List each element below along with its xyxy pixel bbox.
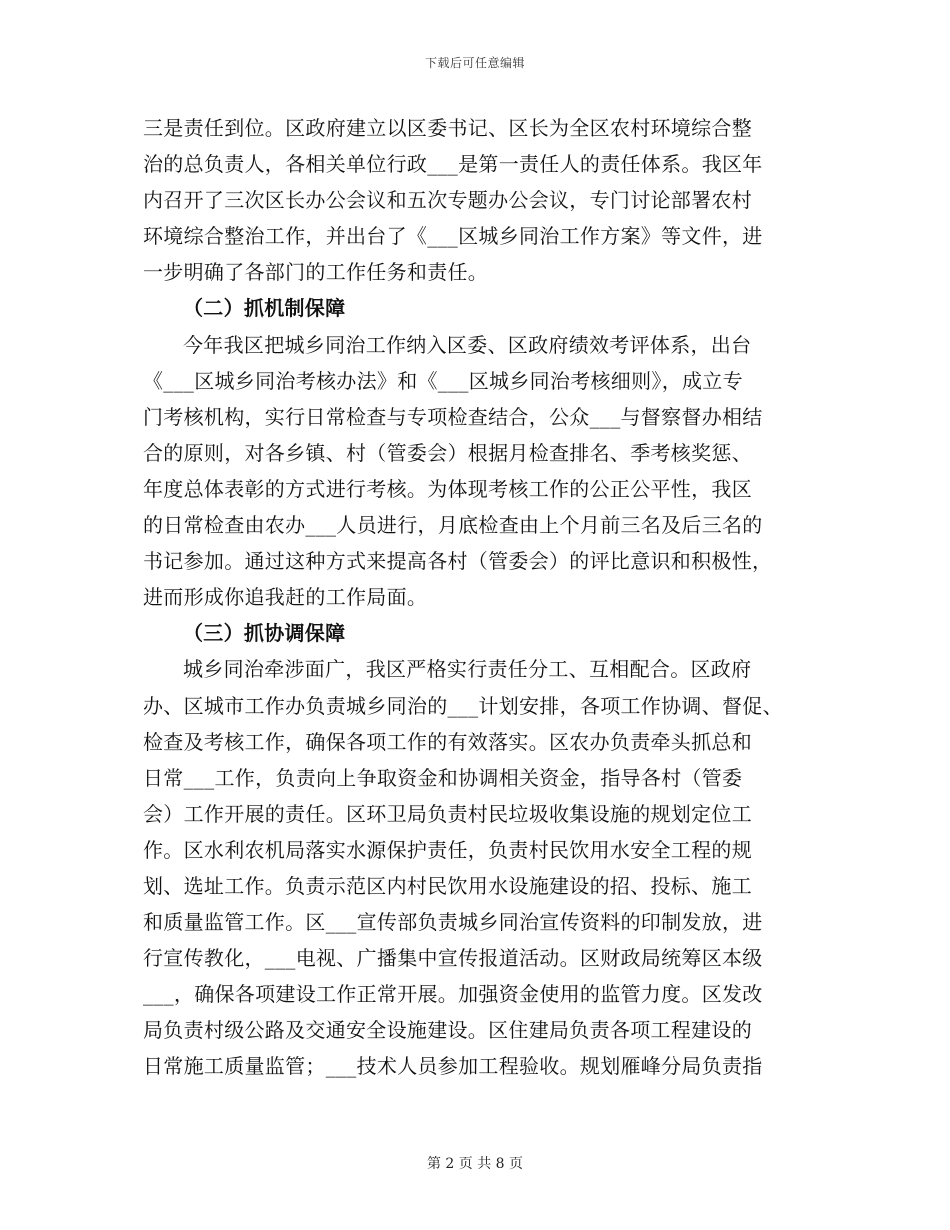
body-line: ___，确保各项建设工作正常开展。加强资金使用的监管力度。区发改 <box>143 982 763 1007</box>
body-line: 一步明确了各部门的工作任务和责任。 <box>143 260 489 285</box>
body-line: 治的总负责人，各相关单位行政___是第一责任人的责任体系。我区年 <box>143 152 763 177</box>
body-line: 书记参加。通过这种方式来提高各村（管委会）的评比意识和积极性， <box>143 549 773 574</box>
body-line: 合的原则，对各乡镇、村（管委会）根据月检查排名、季考核奖惩、 <box>143 440 752 465</box>
body-line: 的日常检查由农办___人员进行，月底检查由上个月前三名及后三名的 <box>143 513 763 538</box>
section-heading: （二）抓机制保障 <box>183 296 346 321</box>
body-line: 日常___工作，负责向上争取资金和协调相关资金，指导各村（管委 <box>143 765 743 790</box>
body-line: 作。区水利农机局落实水源保护责任，负责村民饮用水安全工程的规 <box>143 837 752 862</box>
body-line: 年度总体表彰的方式进行考核。为体现考核工作的公正公平性，我区 <box>143 476 752 501</box>
body-line: 检查及考核工作，确保各项工作的有效落实。区农办负责牵头抓总和 <box>143 729 752 754</box>
body-line: 划、选址工作。负责示范区内村民饮用水设施建设的招、投标、施工 <box>143 873 752 898</box>
body-line: 门考核机构，实行日常检查与专项检查结合，公众___与督察督办相结 <box>143 404 763 429</box>
body-line: 会）工作开展的责任。区环卫局负责村民垃圾收集设施的规划定位工 <box>143 801 752 826</box>
document-body <box>143 110 811 1085</box>
body-line: 和质量监管工作。区___宣传部负责城乡同治宣传资料的印制发放，进 <box>143 910 763 935</box>
body-line: 进而形成你追我赶的工作局面。 <box>143 585 428 610</box>
body-line: 《___区城乡同治考核办法》和《___区城乡同治考核细则》，成立专 <box>143 368 743 393</box>
body-line: 内召开了三次区长办公会议和五次专题办公会议，专门讨论部署农村 <box>143 188 752 213</box>
section-heading: （三）抓协调保障 <box>183 621 346 646</box>
page-number: 第 2 页 共 8 页 <box>426 1156 524 1172</box>
body-line: 日常施工质量监管；___技术人员参加工程验收。规划雁峰分局负责指 <box>143 1054 763 1079</box>
body-line: 三是责任到位。区政府建立以区委书记、区长为全区农村环境综合整 <box>143 116 752 140</box>
header-note: 下载后可任意编辑 <box>424 56 525 70</box>
body-line: 局负责村级公路及交通安全设施建设。区住建局负责各项工程建设的 <box>143 1018 752 1043</box>
body-line: 环境综合整治工作，并出台了《___区城乡同治工作方案》等文件，进 <box>143 224 763 249</box>
body-line: 城乡同治牵涉面广，我区严格实行责任分工、互相配合。区政府 <box>183 657 752 682</box>
body-line: 今年我区把城乡同治工作纳入区委、区政府绩效考评体系，出台 <box>183 332 752 357</box>
body-line: 办、区城市工作办负责城乡同治的___计划安排，各项工作协调、督促、 <box>143 693 783 718</box>
body-line: 行宣传教化，___电视、广播集中宣传报道活动。区财政局统筹区本级 <box>143 946 763 971</box>
